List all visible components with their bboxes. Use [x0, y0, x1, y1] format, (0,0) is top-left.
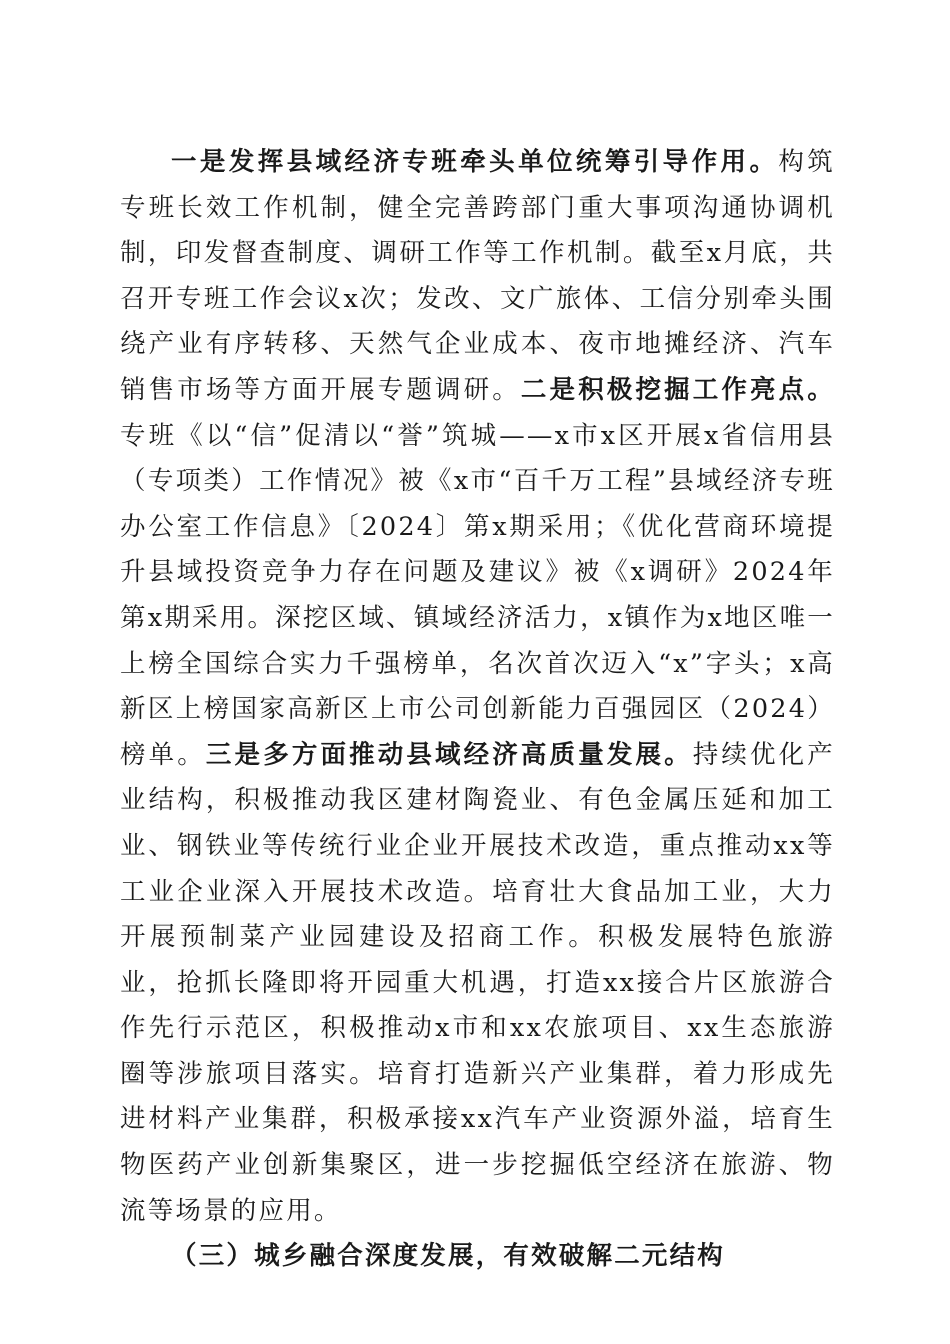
- section-heading: （三）城乡融合深度发展，有效破解二元结构: [171, 1241, 726, 1272]
- paragraph-text-1: 构筑专班长效工作机制，健全完善跨部门重大事项沟通协调机制，印发督查制度、调研工作等工作机制。截至x月底，共召开专班工作会议x次；发改、文广旅体、工信分别牵头围绕产业有序转移、天然气企业成本、夜市地摊经济、汽车销售市场等方面开展专题调研。: [120, 147, 835, 405]
- lead-sentence-1: 一是发挥县域经济专班牵头单位统筹引导作用。: [171, 147, 779, 177]
- paragraph-text-2: 专班《以“信”促清以“誉”筑城——x市x区开展x省信用县（专项类）工作情况》被《x市“百千万工程”县域经济专班办公室工作信息》〔2024〕第x期采用；《优化营商环境提升县域投资竞争力存在问题及建议》被《x调研》2024年第x期采用。深挖区域、镇域经济活力，x镇作为x地区唯一上榜全国综合实力千强榜单，名次首次迈入“x”字头；x高新区上榜国家高新区上市公司创新能力百强园区（2024）榜单。: [120, 420, 835, 770]
- document-page: [120, 140, 835, 1280]
- paragraph-text-3: 持续优化产业结构，积极推动我区建材陶瓷业、有色金属压延和加工业、钢铁业等传统行业企业开展技术改造，重点推动xx等工业企业深入开展技术改造。培育壮大食品加工业，大力开展预制菜产业园建设及招商工作。积极发展特色旅游业，抢抓长隆即将开园重大机遇，打造xx接合片区旅游合作先行示范区，积极推动x市和xx农旅项目、xx生态旅游圈等涉旅项目落实。培育打造新兴产业集群，着力形成先进材料产业集群，积极承接xx汽车产业资源外溢，培育生物医药产业创新集聚区，进一步挖掘低空经济在旅游、物流等场景的应用。: [120, 739, 835, 1226]
- body-paragraph: [120, 140, 835, 1234]
- lead-sentence-2: 二是积极挖掘工作亮点。: [520, 374, 835, 405]
- lead-sentence-3: 三是多方面推动县域经济高质量发展。: [205, 739, 693, 770]
